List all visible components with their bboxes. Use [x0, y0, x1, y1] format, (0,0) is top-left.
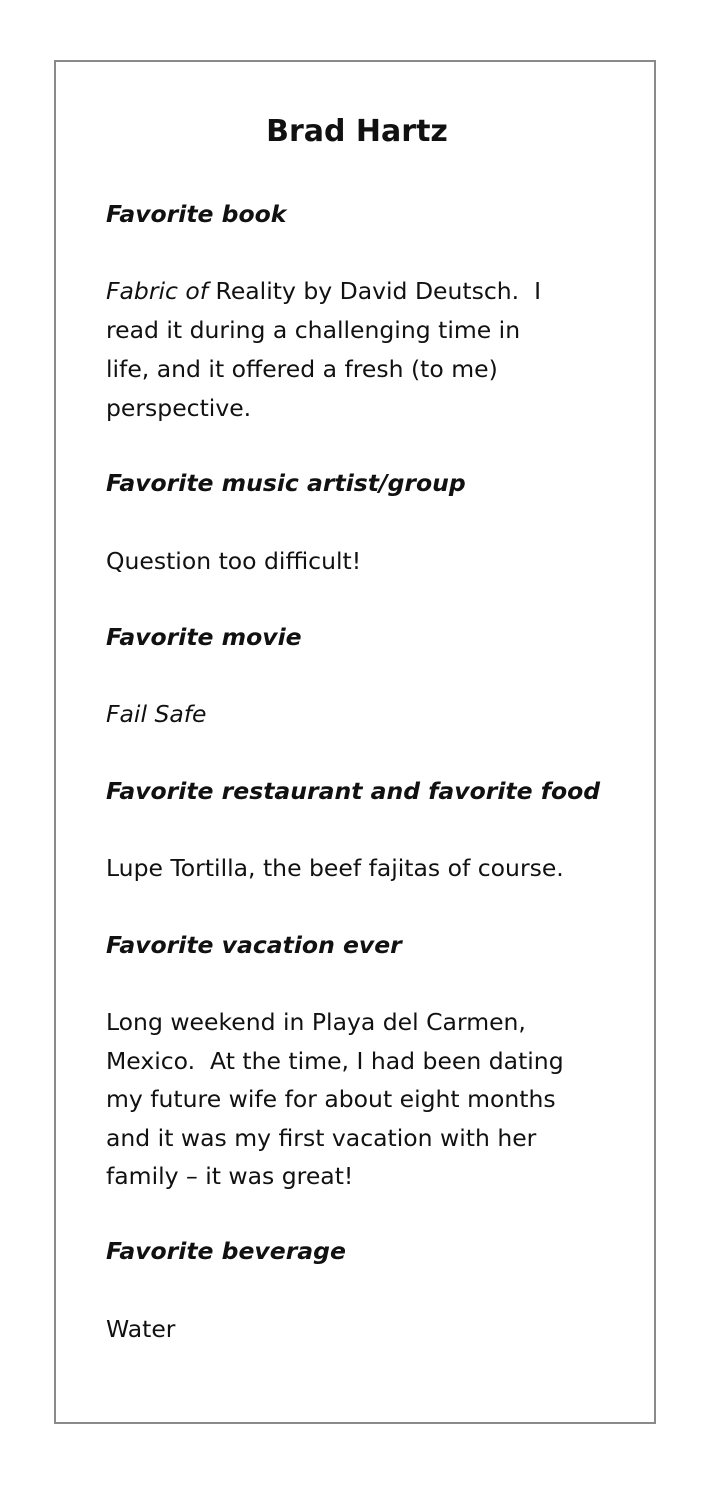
question-favorite-book: Favorite book [106, 200, 287, 228]
book-title-italic: Fabric of [106, 277, 209, 305]
answer-line: Lupe Tortilla, the beef fajitas of course. [106, 854, 564, 882]
profile-card [54, 60, 656, 1424]
answer-line: Mexico. At the time, I had been dating [106, 1047, 564, 1075]
answer-line: perspective. [106, 394, 252, 422]
answer-line: Water [106, 1315, 176, 1343]
profile-name: Brad Hartz [266, 114, 448, 149]
answer-line: read it during a challenging time in [106, 316, 521, 344]
question-favorite-movie: Favorite movie [106, 623, 302, 651]
answer-line: and it was my first vacation with her [106, 1124, 537, 1152]
question-favorite-restaurant: Favorite restaurant and favorite food [106, 777, 601, 805]
answer-line: life, and it offered a fresh (to me) [106, 355, 498, 383]
answer-line: family – it was great! [106, 1162, 354, 1190]
answer-line: my future wife for about eight months [106, 1085, 556, 1113]
question-favorite-vacation: Favorite vacation ever [106, 931, 402, 959]
answer-text: Reality by David Deutsch. I [208, 277, 542, 305]
answer-line [106, 272, 541, 311]
question-favorite-beverage: Favorite beverage [106, 1237, 346, 1265]
answer-line: Long weekend in Playa del Carmen, [106, 1008, 526, 1036]
question-favorite-music: Favorite music artist/group [106, 469, 466, 497]
answer-line: Question too difficult! [106, 547, 362, 575]
answer-line: Fail Safe [106, 700, 207, 728]
